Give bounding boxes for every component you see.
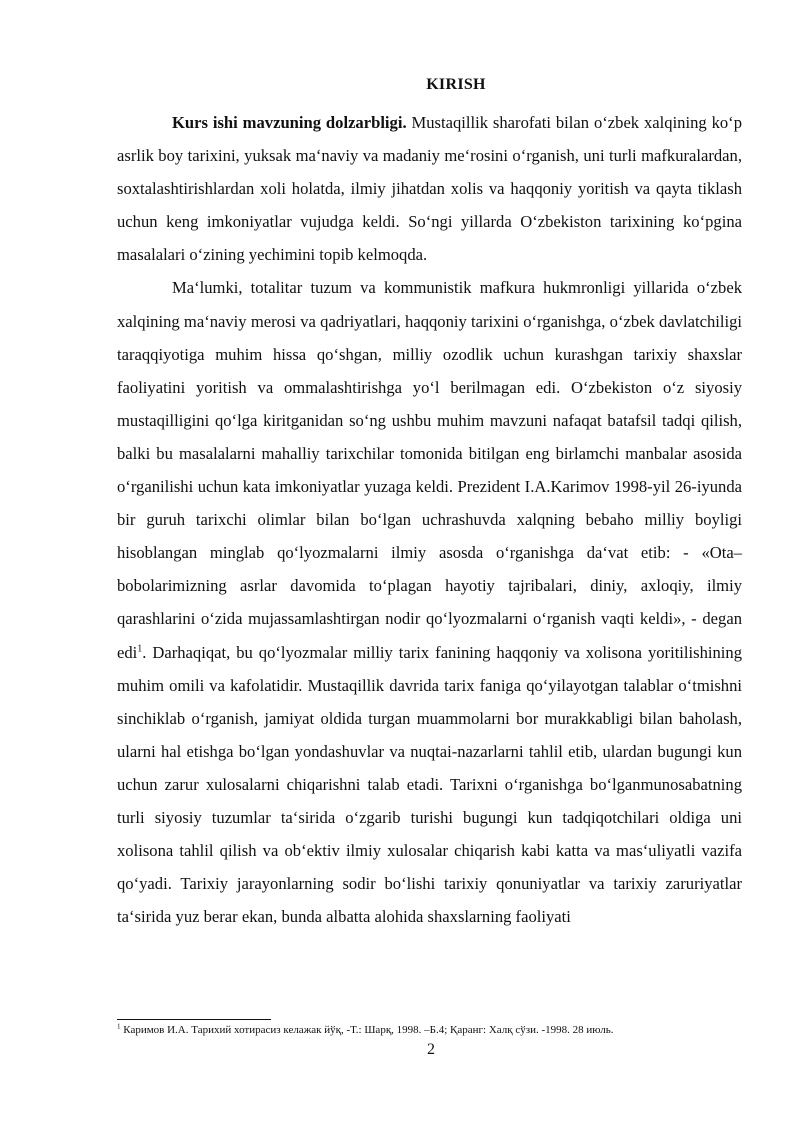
paragraph-2-text-before-note: Maʻlumki, totalitar tuzum va kommunistik mafkura hukmronligi yillarida oʻzbek xalqining maʻnaviy merosi va qadriyatlari, haqqoniy tarixini oʻrganishga, oʻzbek davlatchiligi taraqqiyotiga muhim hissa qoʻshgan, milliy ozodlik uchun kurashgan tarixiy shaxslar faoliyatini yoritish va ommalashtirishga yoʻl berilmagan edi. Oʻzbekiston oʻz siyosiy mustaqilligini qoʻlga kiritganidan soʻng ushbu muhim mavzuni nafaqat batafsil tadqi qilish, balki bu masalalarni mahalliy tarixchilar tomonida bitilgan eng birlamchi manbalar asosida oʻrganilishi uchun kata imkoniyatlar yuzaga keldi. Prezident I.A.Karimov 1998-yil 26-iyunda bir guruh tarixchi olimlar bilan boʻlgan uchrashuvda xalqning bebaho milliy boyligi hisoblangan minglab qoʻlyozmalarni ilmiy asosda oʻrganishga daʻvat etib: - «Ota–bobolarimizning asrlar davomida toʻplagan hayotiy tajribalari, diniy, axloqiy, ilmiy qarashlarini oʻzida mujassamlashtirgan nodir qoʻlyozmalarni oʻrganish vaqti keldi», - degan edi — [117, 278, 742, 662]
footnote-reference[interactable]: 1 — [137, 642, 143, 654]
paragraph-lead: Kurs ishi mavzuning dolzarbligi. — [172, 113, 407, 132]
footnote — [117, 1023, 757, 1037]
footnote-text: Каримов И.А. Тарихий хотирасиз келажак йўқ, -Т.: Шарқ, 1998. –Б.4; Қаранг: Халқ сўзи. -1998. 28 июль. — [120, 1024, 614, 1036]
footnote-marker: 1 — [117, 1022, 121, 1031]
paragraph-1 — [117, 106, 742, 271]
page-title: KIRISH — [426, 76, 486, 93]
paragraph-1-text: Mustaqillik sharofati bilan oʻzbek xalqining koʻp asrlik boy tarixini, yuksak maʻnaviy va madaniy meʻrosini oʻrganish, uni turli mafkuralardan, soxtalashtirishlardan xoli holatda, ilmiy jihatdan xolis va haqqoniy yoritish va qayta tiklash uchun keng imkoniyatlar vujudga keldi. Soʻngi yillarda Oʻzbekiston tarixining koʻpgina masalalari oʻzining yechimini topib kelmoqda. — [117, 113, 742, 265]
paragraph-2 — [117, 271, 742, 933]
paragraph-2-text-after-note: . Darhaqiqat, bu qoʻlyozmalar milliy tarix fanining haqqoniy va xolisona yoritilishining muhim omili va kafolatidir. Mustaqillik davrida tarix faniga qoʻyilayotgan talablar oʻtmishni sinchiklab oʻrganish, jamiyat oldida turgan muammolarni bor murakkabligi bilan baholash, ularni hal etishga boʻlgan yondashuvlar va nuqtai-nazarlarni tahlil etib, ulardan bugungi kun uchun zarur xulosalarni chiqarishni talab etadi. Tarixni oʻrganishga boʻlganmunosabatning turli siyosiy tuzumlar taʻsirida oʻzgarib turishi bugungi kun tadqiqotchilari oldiga uni xolisona tahlil qilish va obʻektiv ilmiy xulosalar chiqarish kabi katta va masʻuliyatli vazifa qoʻyadi. Tarixiy jarayonlarning sodir boʻlishi tarixiy qonuniyatlar va tarixiy zaruriyatlar taʻsirida yuz berar ekan, bunda albatta alohida shaxslarning faoliyati — [117, 642, 742, 927]
body-text — [117, 106, 742, 933]
page-number: 2 — [427, 1041, 435, 1058]
footnote-separator — [117, 1019, 271, 1020]
